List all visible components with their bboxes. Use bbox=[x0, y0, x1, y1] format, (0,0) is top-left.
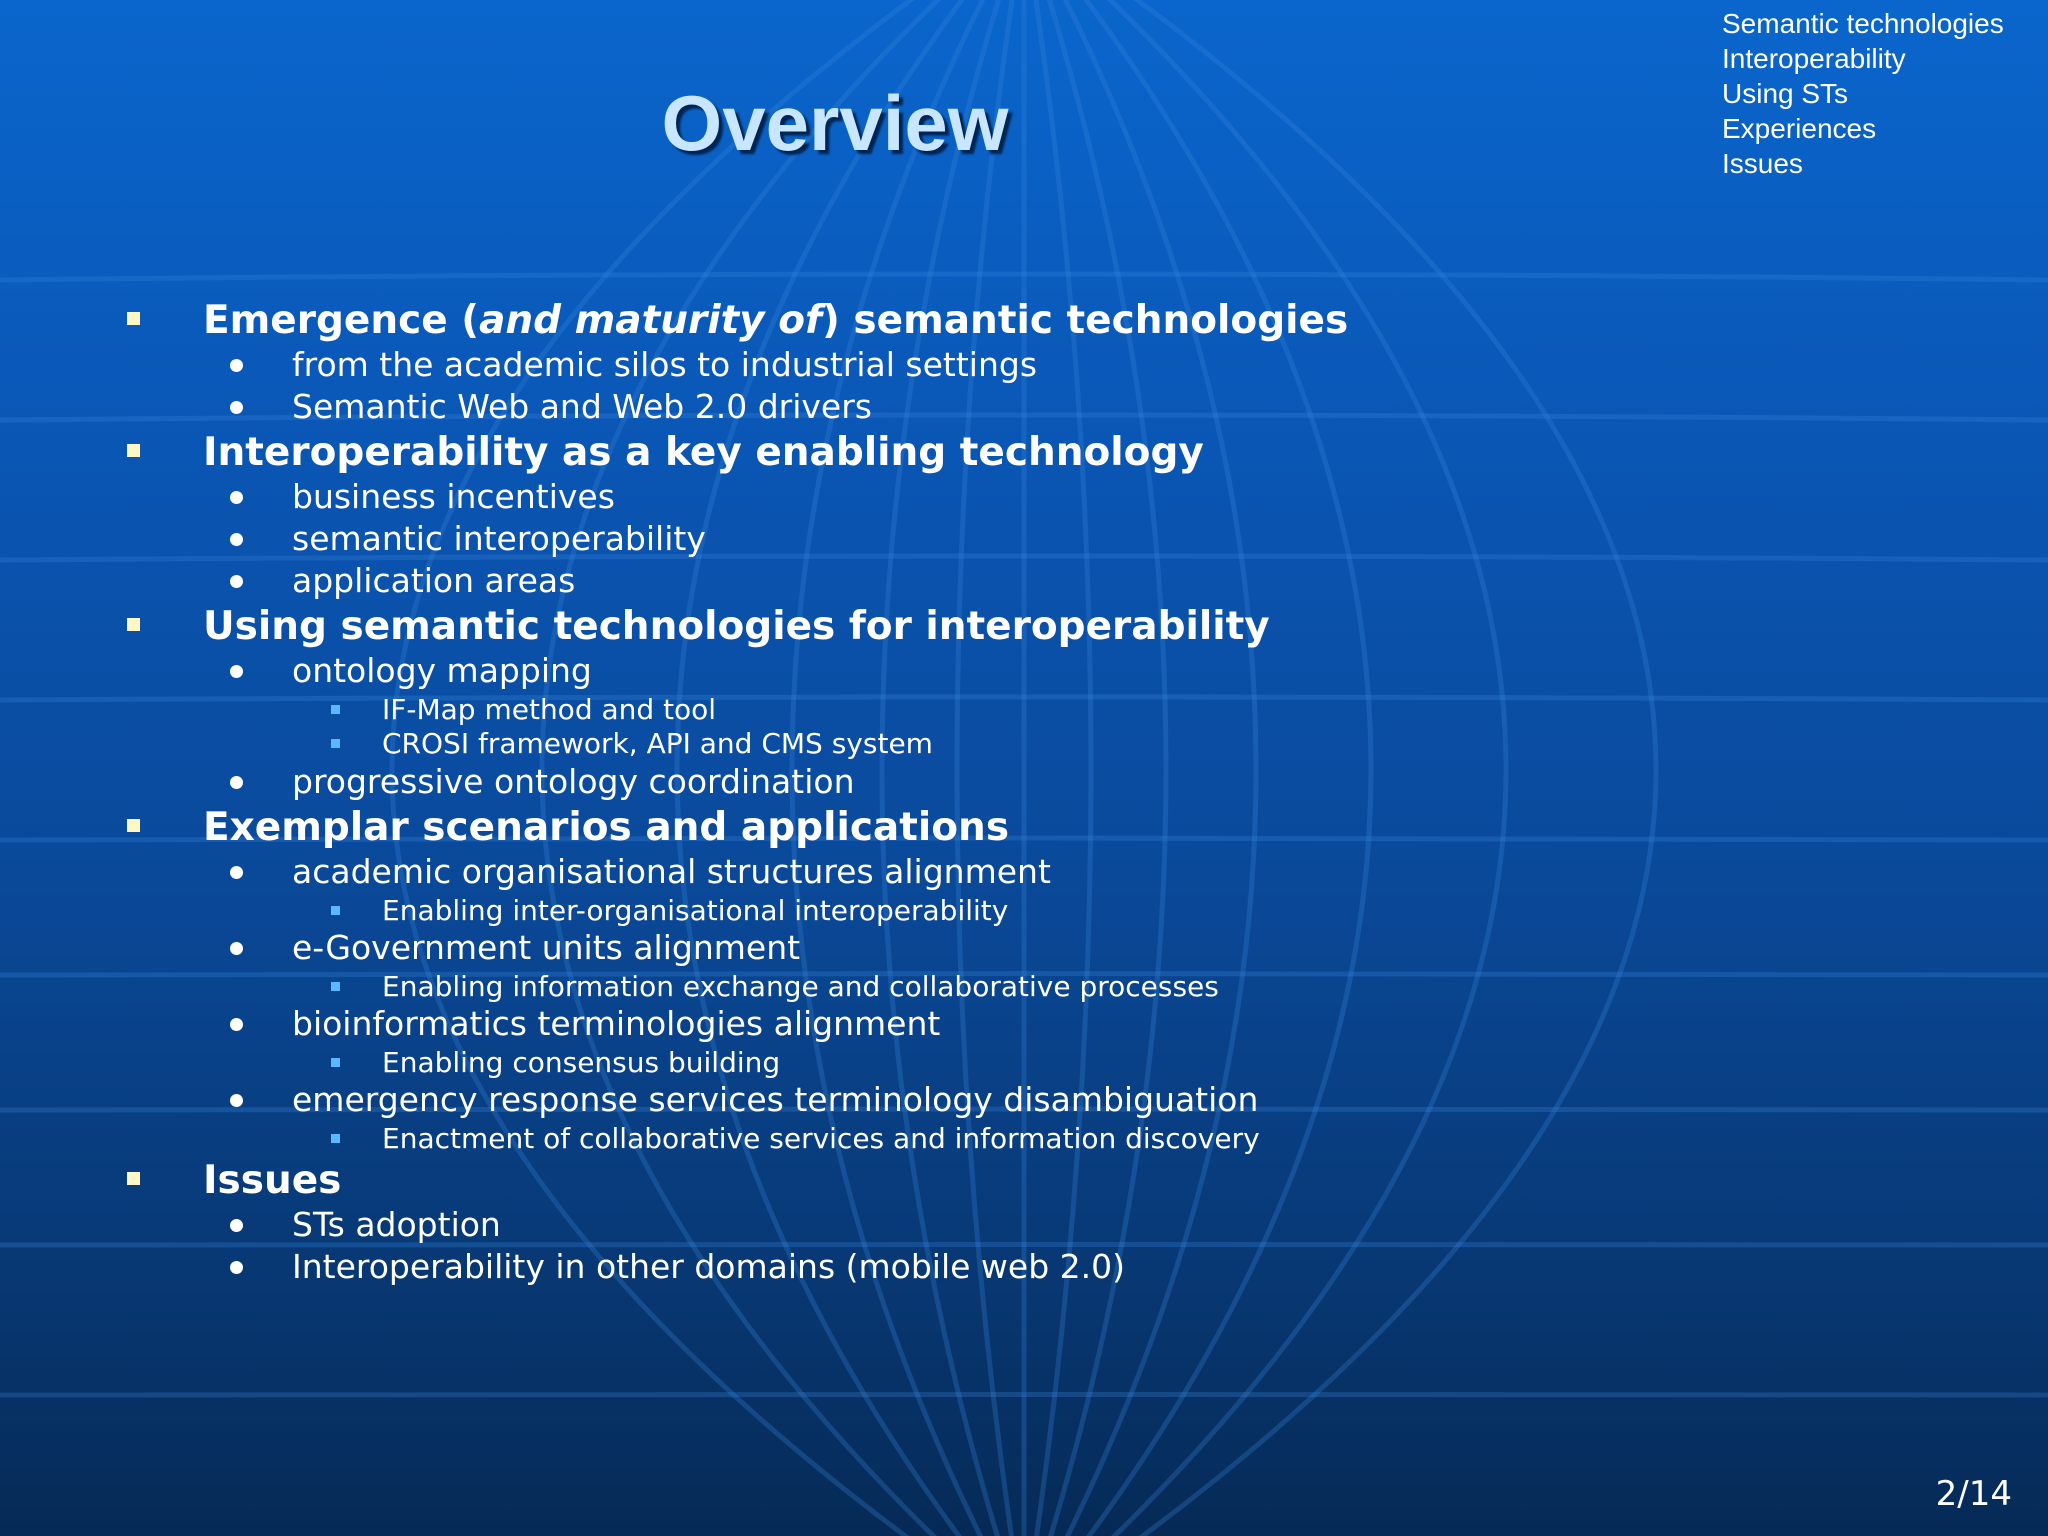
subitem-text: IF-Map method and tool bbox=[382, 693, 717, 726]
outline-item bbox=[292, 762, 854, 802]
outline-subitem bbox=[382, 728, 933, 760]
outline-item bbox=[292, 1247, 1125, 1287]
item-text: from the academic silos to industrial settings bbox=[292, 345, 1038, 384]
item-text: Interoperability in other domains (mobile web 2.0) bbox=[292, 1247, 1125, 1286]
square-bullet-icon bbox=[127, 819, 140, 832]
square-bullet-icon bbox=[127, 1172, 140, 1185]
outline-item bbox=[292, 477, 615, 517]
item-text: business incentives bbox=[292, 477, 615, 516]
item-text: semantic interoperability bbox=[292, 519, 706, 558]
outline-item bbox=[292, 519, 706, 559]
outline-subitem bbox=[382, 895, 1008, 927]
round-bullet-icon bbox=[230, 533, 243, 546]
outline-item bbox=[292, 561, 575, 601]
subitem-text: Enabling information exchange and collaborative processes bbox=[382, 970, 1219, 1003]
outline-item bbox=[292, 345, 1037, 385]
outline-item bbox=[292, 387, 872, 427]
round-bullet-icon bbox=[230, 575, 243, 588]
outline-subitem bbox=[382, 971, 1219, 1003]
small-square-bullet-icon bbox=[331, 1134, 340, 1143]
outline-heading-issues bbox=[203, 1160, 341, 1202]
heading-text: Emergence ( bbox=[203, 298, 480, 343]
square-bullet-icon bbox=[127, 618, 140, 631]
subitem-text: Enabling consensus building bbox=[382, 1046, 781, 1079]
nav-item-interoperability[interactable]: Interoperability bbox=[1722, 43, 1906, 74]
nav-item-using-sts[interactable]: Using STs bbox=[1722, 78, 1849, 109]
heading-text: Issues bbox=[203, 1158, 342, 1203]
round-bullet-icon bbox=[230, 491, 243, 504]
small-square-bullet-icon bbox=[331, 705, 340, 714]
round-bullet-icon bbox=[230, 665, 243, 678]
square-bullet-icon bbox=[127, 312, 140, 325]
heading-italic-text: and maturity of bbox=[479, 298, 823, 343]
outline-item bbox=[292, 1080, 1258, 1120]
round-bullet-icon bbox=[230, 776, 243, 789]
outline-subitem bbox=[382, 1123, 1260, 1155]
subitem-text: CROSI framework, API and CMS system bbox=[382, 727, 933, 760]
item-text: e-Government units alignment bbox=[292, 928, 801, 967]
outline-item bbox=[292, 1004, 940, 1044]
outline-heading-exemplar bbox=[203, 807, 1009, 849]
square-bullet-icon bbox=[127, 444, 140, 457]
outline-item bbox=[292, 928, 800, 968]
small-square-bullet-icon bbox=[331, 1058, 340, 1067]
round-bullet-icon bbox=[230, 866, 243, 879]
item-text: academic organisational structures alignment bbox=[292, 852, 1051, 891]
round-bullet-icon bbox=[230, 1219, 243, 1232]
outline-item bbox=[292, 852, 1051, 892]
subitem-text: Enabling inter-organisational interoperability bbox=[382, 894, 1009, 927]
heading-text: Exemplar scenarios and applications bbox=[203, 805, 1010, 850]
item-text: application areas bbox=[292, 561, 576, 600]
small-square-bullet-icon bbox=[331, 739, 340, 748]
outline-item bbox=[292, 1205, 501, 1245]
item-text: Semantic Web and Web 2.0 drivers bbox=[292, 387, 872, 426]
round-bullet-icon bbox=[230, 1094, 243, 1107]
item-text: emergency response services terminology disambiguation bbox=[292, 1080, 1259, 1119]
page-number: 2/14 bbox=[1935, 1474, 2012, 1514]
small-square-bullet-icon bbox=[331, 906, 340, 915]
slide-title: Overview bbox=[661, 79, 1009, 167]
round-bullet-icon bbox=[230, 1018, 243, 1031]
outline-heading-using-sts bbox=[203, 606, 1270, 648]
nav-item-issues[interactable]: Issues bbox=[1722, 148, 1803, 179]
outline-heading-interoperability bbox=[203, 432, 1204, 474]
item-text: STs adoption bbox=[292, 1205, 501, 1244]
outline-subitem bbox=[382, 1047, 780, 1079]
section-navigation bbox=[1722, 6, 2004, 181]
subitem-text: Enactment of collaborative services and information discovery bbox=[382, 1122, 1260, 1155]
item-text: progressive ontology coordination bbox=[292, 762, 855, 801]
heading-text: Interoperability as a key enabling technology bbox=[203, 430, 1204, 475]
round-bullet-icon bbox=[230, 401, 243, 414]
small-square-bullet-icon bbox=[331, 982, 340, 991]
round-bullet-icon bbox=[230, 359, 243, 372]
item-text: bioinformatics terminologies alignment bbox=[292, 1004, 941, 1043]
outline-heading-emergence bbox=[203, 300, 1348, 342]
item-text: ontology mapping bbox=[292, 651, 592, 690]
outline-subitem bbox=[382, 694, 716, 726]
round-bullet-icon bbox=[230, 942, 243, 955]
nav-item-experiences[interactable]: Experiences bbox=[1722, 113, 1877, 144]
round-bullet-icon bbox=[230, 1261, 243, 1274]
outline-item bbox=[292, 651, 592, 691]
heading-text: Using semantic technologies for interoperability bbox=[203, 604, 1270, 649]
heading-text: ) semantic technologies bbox=[822, 298, 1349, 343]
nav-item-semantic-technologies[interactable]: Semantic technologies bbox=[1722, 8, 2004, 39]
